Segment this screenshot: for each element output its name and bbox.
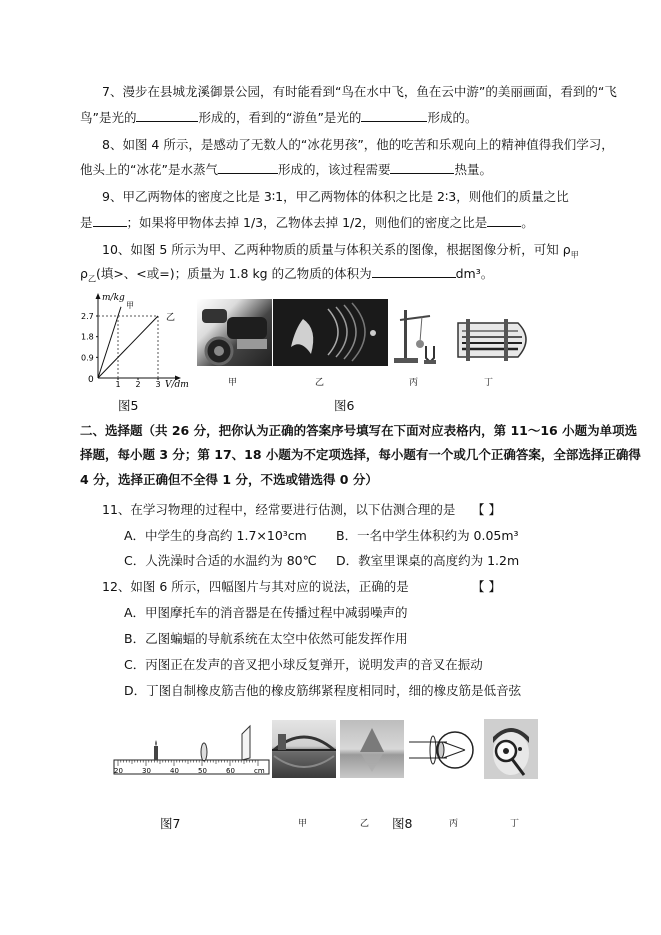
fig6-motorcycle-image (197, 299, 272, 366)
q9-text-b: ；如果将甲物体去掉 1/3，乙物体去掉 1/2，则他们的密度之比是 (126, 215, 488, 230)
q11-option-a[interactable]: A．中学生的身高约 1.7×10³cm (124, 528, 307, 543)
fig5-ytick-label: 1.8 (81, 332, 94, 342)
q12-option-d[interactable]: D．丁图自制橡皮筋吉他的橡皮筋绑紧程度相同时，细的橡皮筋是低音弦 (124, 683, 522, 698)
fig7-ruler-label: 20 (114, 767, 123, 775)
fig6-guitar-drawing (452, 315, 537, 363)
q12-stem: 12、如图 6 所示，四幅图片与其对应的说法，正确的是 (102, 579, 409, 594)
q12-option-c[interactable]: C．丙图正在发声的音叉把小球反复弹开，说明发声的音叉在振动 (124, 657, 483, 672)
fig6-tuning-fork-drawing (390, 302, 446, 366)
q11-option-c[interactable]: C．人洗澡时合适的水温约为 80℃ (124, 553, 317, 568)
q10-text-b: (填>、<或=)；质量为 1.8 kg 的乙物质的体积为 (95, 266, 372, 281)
fig6-bat-drawing (273, 299, 388, 366)
fig5-series-line-0 (98, 307, 121, 378)
q9-text-c: 。 (521, 215, 534, 230)
q10-line1 (102, 242, 579, 264)
fig6-guitar-image (452, 315, 537, 363)
q10-line2 (80, 266, 493, 288)
section2-line1: 二、选择题（共 26 分，把你认为正确的答案序号填写在下面对应表格内，第 11～16 小题为单项选 (80, 423, 638, 438)
fig8-mountain-drawing (340, 720, 404, 778)
fig5-series-line-1 (98, 316, 158, 378)
fig7-ruler-label: 30 (142, 767, 151, 775)
section2-line2: 择题，每小题 3 分；第 17、18 小题为不定项选择，每小题有一个或几个正确答案，全部选择正确得 (80, 447, 641, 462)
q10-text-c: dm³。 (455, 266, 494, 281)
q10-blank[interactable] (372, 266, 456, 278)
q10-sub-yi: 乙 (87, 274, 96, 284)
fig8-label-ding: 丁 (510, 819, 520, 829)
q9-text-a: 是 (80, 215, 93, 230)
q7-text-c: 形成的。 (427, 110, 478, 125)
q8-blank-1[interactable] (218, 162, 278, 174)
fig7-ruler-body (114, 760, 269, 774)
fig5-xlabel: V/dm (165, 380, 189, 390)
fig8-magnifier-drawing (484, 719, 538, 779)
q10-rho: ρ (80, 266, 88, 281)
q7-blank-1[interactable] (136, 110, 198, 122)
q7-line2 (80, 110, 477, 126)
fig8-label-bing: 丙 (449, 819, 459, 829)
fig7-ruler-label: cm (254, 767, 265, 775)
fig5-caption: 图5 (118, 398, 139, 413)
fig5-xtick-label: 2 (135, 380, 141, 389)
fig5-label-yi: 乙 (166, 313, 176, 323)
q7-blank-2[interactable] (361, 110, 427, 122)
fig7-lens (201, 743, 207, 761)
fig6-label-jia: 甲 (228, 378, 238, 388)
q11-stem: 11、在学习物理的过程中，经常要进行估测，以下估测合理的是 (102, 502, 456, 517)
q8-line1: 8、如图 4 所示，是感动了无数人的“冰花男孩”，他的吃苦和乐观向上的精神值得我们学习， (102, 137, 614, 152)
fig7-candle (154, 740, 158, 760)
fig5-xtick-label: 1 (115, 380, 121, 389)
q9-line2 (80, 215, 534, 231)
fig8-label-yi: 乙 (360, 819, 370, 829)
fig7-optical-bench (112, 718, 272, 780)
fig6-tuning-fork-image (390, 302, 446, 366)
fig8-magnifier-image (484, 719, 538, 779)
fig5-y-arrow (96, 293, 101, 299)
q8-text-a: 他头上的“冰花”是水蒸气 (80, 162, 218, 177)
fig6-caption: 图6 (334, 398, 355, 413)
fig8-eye-diagram (407, 722, 475, 778)
q8-text-b: 形成的，该过程需要 (277, 162, 391, 177)
fig7-ruler-label: 40 (170, 767, 179, 775)
fig8-eye-drawing (407, 722, 475, 778)
fig6-label-bing: 丙 (409, 378, 419, 388)
fig6-motorcycle-drawing (197, 299, 272, 366)
q11-option-b[interactable]: B．一名中学生体积约为 0.05m³ (336, 528, 519, 543)
fig8-label-jia: 甲 (298, 819, 308, 829)
q8-text-c: 热量。 (454, 162, 492, 177)
fig8-caption: 图8 (392, 816, 413, 831)
fig5-ytick-label: 2.7 (81, 312, 94, 321)
fig8-bridge-image (272, 720, 336, 778)
q8-line2 (80, 162, 492, 178)
q12-option-a[interactable]: A．甲图摩托车的消音器是在传播过程中减弱噪声的 (124, 605, 408, 620)
fig5-ylabel: m/kg (102, 293, 125, 303)
fig8-mountain-image (340, 720, 404, 778)
fig7-ruler-label: 60 (226, 767, 235, 775)
fig7-screen (242, 726, 250, 760)
fig7-ruler-label: 50 (198, 767, 207, 775)
q12-answer-bracket[interactable]: 【 】 (472, 579, 501, 594)
q7-text-a: 鸟”是光的 (80, 110, 137, 125)
fig6-label-yi: 乙 (315, 378, 325, 388)
fig5-xtick-label: 3 (155, 380, 161, 389)
fig7-caption: 图7 (160, 816, 181, 831)
section2-line3: 4 分，选择正确但不全得 1 分，不选或错选得 0 分） (80, 472, 378, 487)
q12-option-b[interactable]: B．乙图蝙蝠的导航系统在太空中依然可能发挥作用 (124, 631, 408, 646)
q9-blank-1[interactable] (93, 215, 127, 227)
q9-line1: 9、甲乙两物体的密度之比是 3∶1，甲乙两物体的体积之比是 2∶3，则他们的质量之比 (102, 189, 569, 204)
fig6-bat-image (273, 299, 388, 366)
q9-blank-2[interactable] (487, 215, 521, 227)
q10-sub-jia: 甲 (570, 250, 579, 260)
fig5-chart (80, 290, 200, 390)
q7-line1: 7、漫步在县城龙溪御景公园，有时能看到“鸟在水中飞，鱼在云中游”的美丽画面，看到的“飞 (102, 84, 617, 99)
q7-text-b: 形成的，看到的“游鱼”是光的 (198, 110, 362, 125)
fig5-origin: 0 (88, 375, 94, 385)
q11-option-d[interactable]: D．教室里课桌的高度约为 1.2m (336, 553, 520, 568)
fig5-ytick-label: 0.9 (81, 353, 94, 363)
fig6-label-ding: 丁 (484, 378, 494, 388)
fig8-bridge-drawing (272, 720, 336, 778)
q11-answer-bracket[interactable]: 【 】 (472, 502, 501, 517)
q10-text-a: 10、如图 5 所示为甲、乙两种物质的质量与体积关系的图像，根据图像分析，可知 ρ (102, 242, 571, 257)
q8-blank-2[interactable] (390, 162, 454, 174)
fig5-label-jia: 甲 (126, 301, 134, 310)
